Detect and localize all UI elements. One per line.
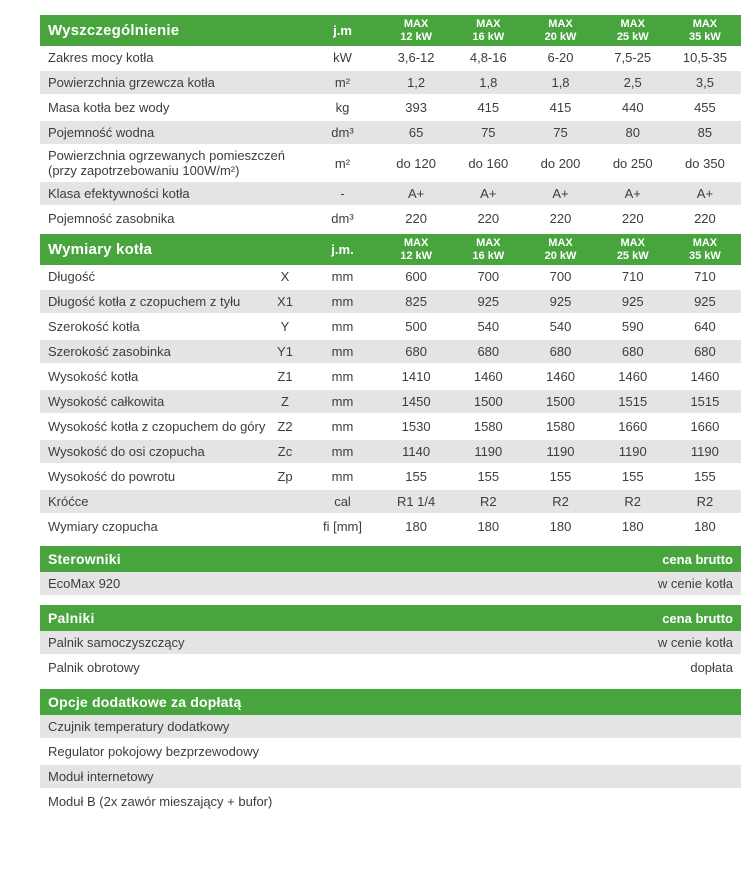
table-row (40, 515, 741, 540)
row-value: 640 (694, 319, 716, 334)
row-value: 540 (549, 319, 572, 334)
row-symbol: Z1 (277, 369, 293, 384)
row-value: 1410 (401, 369, 431, 384)
row-value: 75 (481, 125, 496, 140)
list-item (40, 656, 741, 681)
row-value: 590 (621, 319, 644, 334)
row-value: 1460 (690, 369, 720, 384)
row-unit: mm (331, 419, 354, 434)
list-item (40, 790, 741, 815)
row-value: R2 (479, 494, 497, 509)
row-value: do 200 (540, 155, 581, 171)
row-value: 7,5-25 (614, 50, 652, 65)
list-item (40, 631, 741, 656)
row-value: 680 (549, 344, 572, 359)
item-name: Moduł internetowy (48, 769, 154, 784)
row-value: R2 (624, 494, 642, 509)
row-value: R2 (696, 494, 714, 509)
row-symbol: X (280, 269, 290, 284)
item-price-info: w cenie kotła (657, 576, 733, 591)
table-row (40, 71, 741, 96)
row-unit: mm (331, 369, 354, 384)
row-value: 680 (694, 344, 716, 359)
row-label: Długość kotła z czopuchem z tyłu (48, 294, 241, 309)
row-value: 1190 (690, 444, 719, 459)
unit-column-header: j.m. (331, 242, 354, 257)
row-value: 415 (477, 100, 500, 115)
sub-section-header (40, 689, 741, 715)
row-value: 1,8 (551, 75, 570, 90)
row-label (40, 148, 305, 178)
row-value: 925 (621, 294, 644, 309)
table-row (40, 390, 741, 415)
row-unit: - (340, 186, 345, 201)
row-label-line1: Powierzchnia grzewcza kotła (48, 75, 215, 90)
row-value: 600 (405, 269, 427, 284)
row-value: 393 (405, 100, 427, 115)
row-label (40, 50, 305, 65)
column-header-line1: MAX (692, 236, 718, 249)
row-value: 3,5 (695, 75, 714, 90)
row-unit: mm (331, 444, 354, 459)
row-value: 1530 (401, 419, 431, 434)
row-value: 155 (621, 469, 644, 484)
row-label (40, 100, 305, 115)
sub-section (40, 605, 741, 681)
row-value: 825 (405, 294, 427, 309)
row-value: 1515 (690, 394, 720, 409)
row-value: 1140 (402, 444, 431, 459)
column-header-line1: MAX (620, 17, 645, 30)
sub-section-rows (40, 631, 741, 681)
row-value: 65 (408, 125, 424, 140)
row-label: Wysokość kotła (48, 369, 139, 384)
row-value: 925 (549, 294, 572, 309)
item-price-info: dopłata (690, 660, 733, 675)
item-name: Moduł B (2x zawór mieszający + bufor) (48, 794, 273, 809)
row-unit: mm (331, 394, 354, 409)
row-value: 540 (477, 319, 500, 334)
row-value: 680 (477, 344, 500, 359)
list-item (40, 715, 741, 740)
sub-section-header (40, 546, 741, 572)
row-value: 1500 (546, 394, 575, 409)
table-row (40, 440, 741, 465)
row-unit: dm³ (331, 211, 354, 226)
column-header-line1: MAX (548, 236, 573, 249)
unit-column-header: j.m (333, 23, 352, 38)
row-label (40, 75, 305, 90)
model-column-header (669, 15, 741, 46)
column-header-line2: 16 kW (472, 30, 505, 43)
row-value: 925 (477, 294, 500, 309)
dimensions-table (40, 234, 741, 540)
row-value: 220 (477, 211, 500, 226)
boiler-spec-sheet (40, 15, 741, 815)
row-value: 700 (477, 269, 500, 284)
sub-section-title: Opcje dodatkowe za dopłatą (48, 694, 242, 710)
row-value: 155 (694, 469, 716, 484)
row-value: 1460 (618, 369, 648, 384)
row-value: 1580 (546, 419, 575, 434)
row-label: Wysokość do osi czopucha (48, 444, 205, 459)
row-value: 180 (694, 519, 716, 534)
spec-model-columns (380, 15, 741, 46)
row-label (40, 125, 305, 140)
sub-section-header (40, 605, 741, 631)
table-row (40, 365, 741, 390)
row-value: 220 (549, 211, 572, 226)
row-value: 1460 (546, 369, 575, 384)
row-value: 155 (405, 469, 427, 484)
row-value: 925 (694, 294, 716, 309)
row-label-line1: Masa kotła bez wody (48, 100, 170, 115)
row-value: 220 (694, 211, 716, 226)
row-label: Wysokość kotła z czopuchem do góry (48, 419, 266, 434)
row-label: Wysokość do powrotu (48, 469, 176, 484)
row-unit: mm (331, 319, 354, 334)
row-label-line1: Klasa efektywności kotła (48, 186, 190, 201)
table-row (40, 465, 741, 490)
row-label (40, 211, 305, 226)
sub-section-title: Sterowniki (48, 551, 121, 567)
row-value: 4,8-16 (469, 50, 507, 65)
row-unit: kg (335, 100, 350, 115)
item-name: EcoMax 920 (48, 576, 121, 591)
table-row (40, 96, 741, 121)
dimensions-table-header (40, 234, 741, 265)
row-value: 1660 (618, 419, 648, 434)
row-symbol: Y (280, 319, 290, 334)
row-value: 1190 (618, 444, 647, 459)
row-unit: fi [mm] (323, 519, 362, 534)
sub-section-price-label: cena brutto (662, 610, 733, 626)
model-column-header (524, 15, 596, 46)
row-symbol: Z (281, 394, 289, 409)
row-value: A+ (480, 186, 497, 201)
dimensions-table-body (40, 265, 741, 540)
row-unit: m² (334, 75, 351, 90)
table-row (40, 46, 741, 71)
column-header-line2: 20 kW (544, 30, 577, 43)
row-value: do 250 (612, 155, 653, 171)
table-row (40, 290, 741, 315)
dimensions-table-title: Wymiary kotła (48, 241, 153, 258)
table-row (40, 121, 741, 146)
row-value: 1580 (473, 419, 503, 434)
table-row (40, 265, 741, 290)
model-column-header (452, 234, 524, 265)
table-row (40, 490, 741, 515)
row-label-line1: Zakres mocy kotła (48, 50, 154, 65)
sub-section (40, 689, 741, 815)
column-header-line2: 35 kW (689, 249, 721, 262)
row-unit: cal (334, 494, 351, 509)
row-label: Szerokość kotła (48, 319, 140, 334)
row-symbol: Z2 (277, 419, 293, 434)
column-header-line1: MAX (620, 236, 645, 249)
row-value: 180 (405, 519, 427, 534)
sub-sections (40, 546, 741, 815)
row-value: 1660 (690, 419, 720, 434)
row-value: 75 (553, 125, 568, 140)
spec-table-header (40, 15, 741, 46)
item-name: Regulator pokojowy bezprzewodowy (48, 744, 260, 759)
row-label: Długość (48, 269, 95, 284)
row-symbol: Zp (277, 469, 293, 484)
row-value: 155 (549, 469, 572, 484)
row-unit: mm (331, 269, 354, 284)
column-header-line1: MAX (476, 236, 501, 249)
row-label-line1: Pojemność wodna (48, 125, 155, 140)
row-symbol: Y1 (277, 344, 293, 359)
row-value: R1 1/4 (396, 494, 436, 509)
row-value: A+ (624, 186, 641, 201)
row-value: 1190 (546, 444, 575, 459)
table-row (40, 146, 741, 182)
sub-section (40, 546, 741, 597)
item-name: Palnik obrotowy (48, 660, 140, 675)
sub-section-rows (40, 715, 741, 815)
item-name: Palnik samoczyszczący (48, 635, 185, 650)
row-value: do 120 (396, 155, 436, 171)
column-header-line1: MAX (476, 17, 501, 30)
column-header-line2: 12 kW (400, 30, 432, 43)
row-value: 1,2 (407, 75, 426, 90)
sub-section-rows (40, 572, 741, 597)
spec-table-title: Wyszczególnienie (48, 22, 180, 39)
row-value: 1,8 (479, 75, 498, 90)
row-label-line2: (przy zapotrzebowaniu 100W/m²) (48, 163, 240, 178)
row-value: 710 (621, 269, 644, 284)
row-label: Wysokość całkowita (48, 394, 165, 409)
row-value: 700 (549, 269, 572, 284)
row-unit: mm (331, 469, 354, 484)
column-header-line2: 25 kW (616, 30, 649, 43)
list-item (40, 740, 741, 765)
row-value: 440 (621, 100, 644, 115)
column-header-line2: 16 kW (472, 249, 505, 262)
row-value: R2 (552, 494, 569, 509)
row-value: 680 (405, 344, 427, 359)
row-value: 1190 (474, 444, 503, 459)
row-label (40, 186, 305, 201)
row-value: 1500 (473, 394, 503, 409)
column-header-line2: 35 kW (689, 30, 721, 43)
row-label: Szerokość zasobinka (48, 344, 171, 359)
dim-model-columns (380, 234, 741, 265)
column-header-line1: MAX (548, 17, 573, 30)
row-value: A+ (696, 186, 714, 201)
row-unit: kW (333, 50, 352, 65)
sub-section-price-label: cena brutto (662, 551, 733, 567)
row-label-line1: Pojemność zasobnika (48, 211, 175, 226)
row-value: 85 (697, 125, 713, 140)
list-item (40, 572, 741, 597)
row-value: 1460 (473, 369, 503, 384)
row-unit: mm (331, 294, 354, 309)
table-row (40, 182, 741, 207)
row-value: do 160 (468, 155, 509, 171)
model-column-header (597, 234, 669, 265)
model-column-header (669, 234, 741, 265)
item-price-info: w cenie kotła (657, 635, 733, 650)
sub-section-title: Palniki (48, 610, 95, 626)
row-value: 680 (621, 344, 644, 359)
model-column-header (380, 234, 452, 265)
row-value: 6-20 (547, 50, 574, 65)
column-header-line2: 25 kW (616, 249, 649, 262)
row-value: 1450 (401, 394, 431, 409)
row-unit: mm (331, 344, 354, 359)
spec-table (40, 15, 741, 232)
model-column-header (452, 15, 524, 46)
row-label: Wymiary czopucha (48, 519, 158, 534)
spec-table-body (40, 46, 741, 232)
row-value: 180 (549, 519, 572, 534)
table-row (40, 415, 741, 440)
row-value: 3,6-12 (397, 50, 435, 65)
row-value: 180 (621, 519, 644, 534)
model-column-header (380, 15, 452, 46)
column-header-line2: 12 kW (400, 249, 432, 262)
row-value: 500 (405, 319, 427, 334)
row-value: do 350 (685, 155, 725, 171)
row-value: A+ (552, 186, 569, 201)
list-item (40, 765, 741, 790)
row-value: 710 (694, 269, 716, 284)
table-row (40, 340, 741, 365)
row-value: 1515 (618, 394, 648, 409)
table-row (40, 207, 741, 232)
row-label: Króćce (48, 494, 89, 509)
column-header-line1: MAX (403, 17, 429, 30)
row-value: A+ (407, 186, 425, 201)
column-header-line1: MAX (403, 236, 429, 249)
item-name: Czujnik temperatury dodatkowy (48, 719, 230, 734)
row-value: 455 (694, 100, 716, 115)
column-header-line2: 20 kW (544, 249, 577, 262)
row-value: 155 (477, 469, 500, 484)
row-label-line1: Powierzchnia ogrzewanych pomieszczeń (48, 148, 286, 163)
row-unit: m² (334, 155, 351, 171)
row-unit: dm³ (331, 125, 354, 140)
model-column-header (524, 234, 596, 265)
column-header-line1: MAX (692, 17, 718, 30)
row-value: 220 (405, 211, 427, 226)
row-value: 415 (549, 100, 572, 115)
row-value: 80 (625, 125, 640, 140)
row-symbol: Zc (277, 444, 293, 459)
row-value: 180 (477, 519, 500, 534)
row-value: 10,5-35 (682, 50, 727, 65)
model-column-header (597, 15, 669, 46)
row-value: 2,5 (623, 75, 642, 90)
row-value: 220 (621, 211, 644, 226)
row-symbol: X1 (277, 294, 293, 309)
table-row (40, 315, 741, 340)
